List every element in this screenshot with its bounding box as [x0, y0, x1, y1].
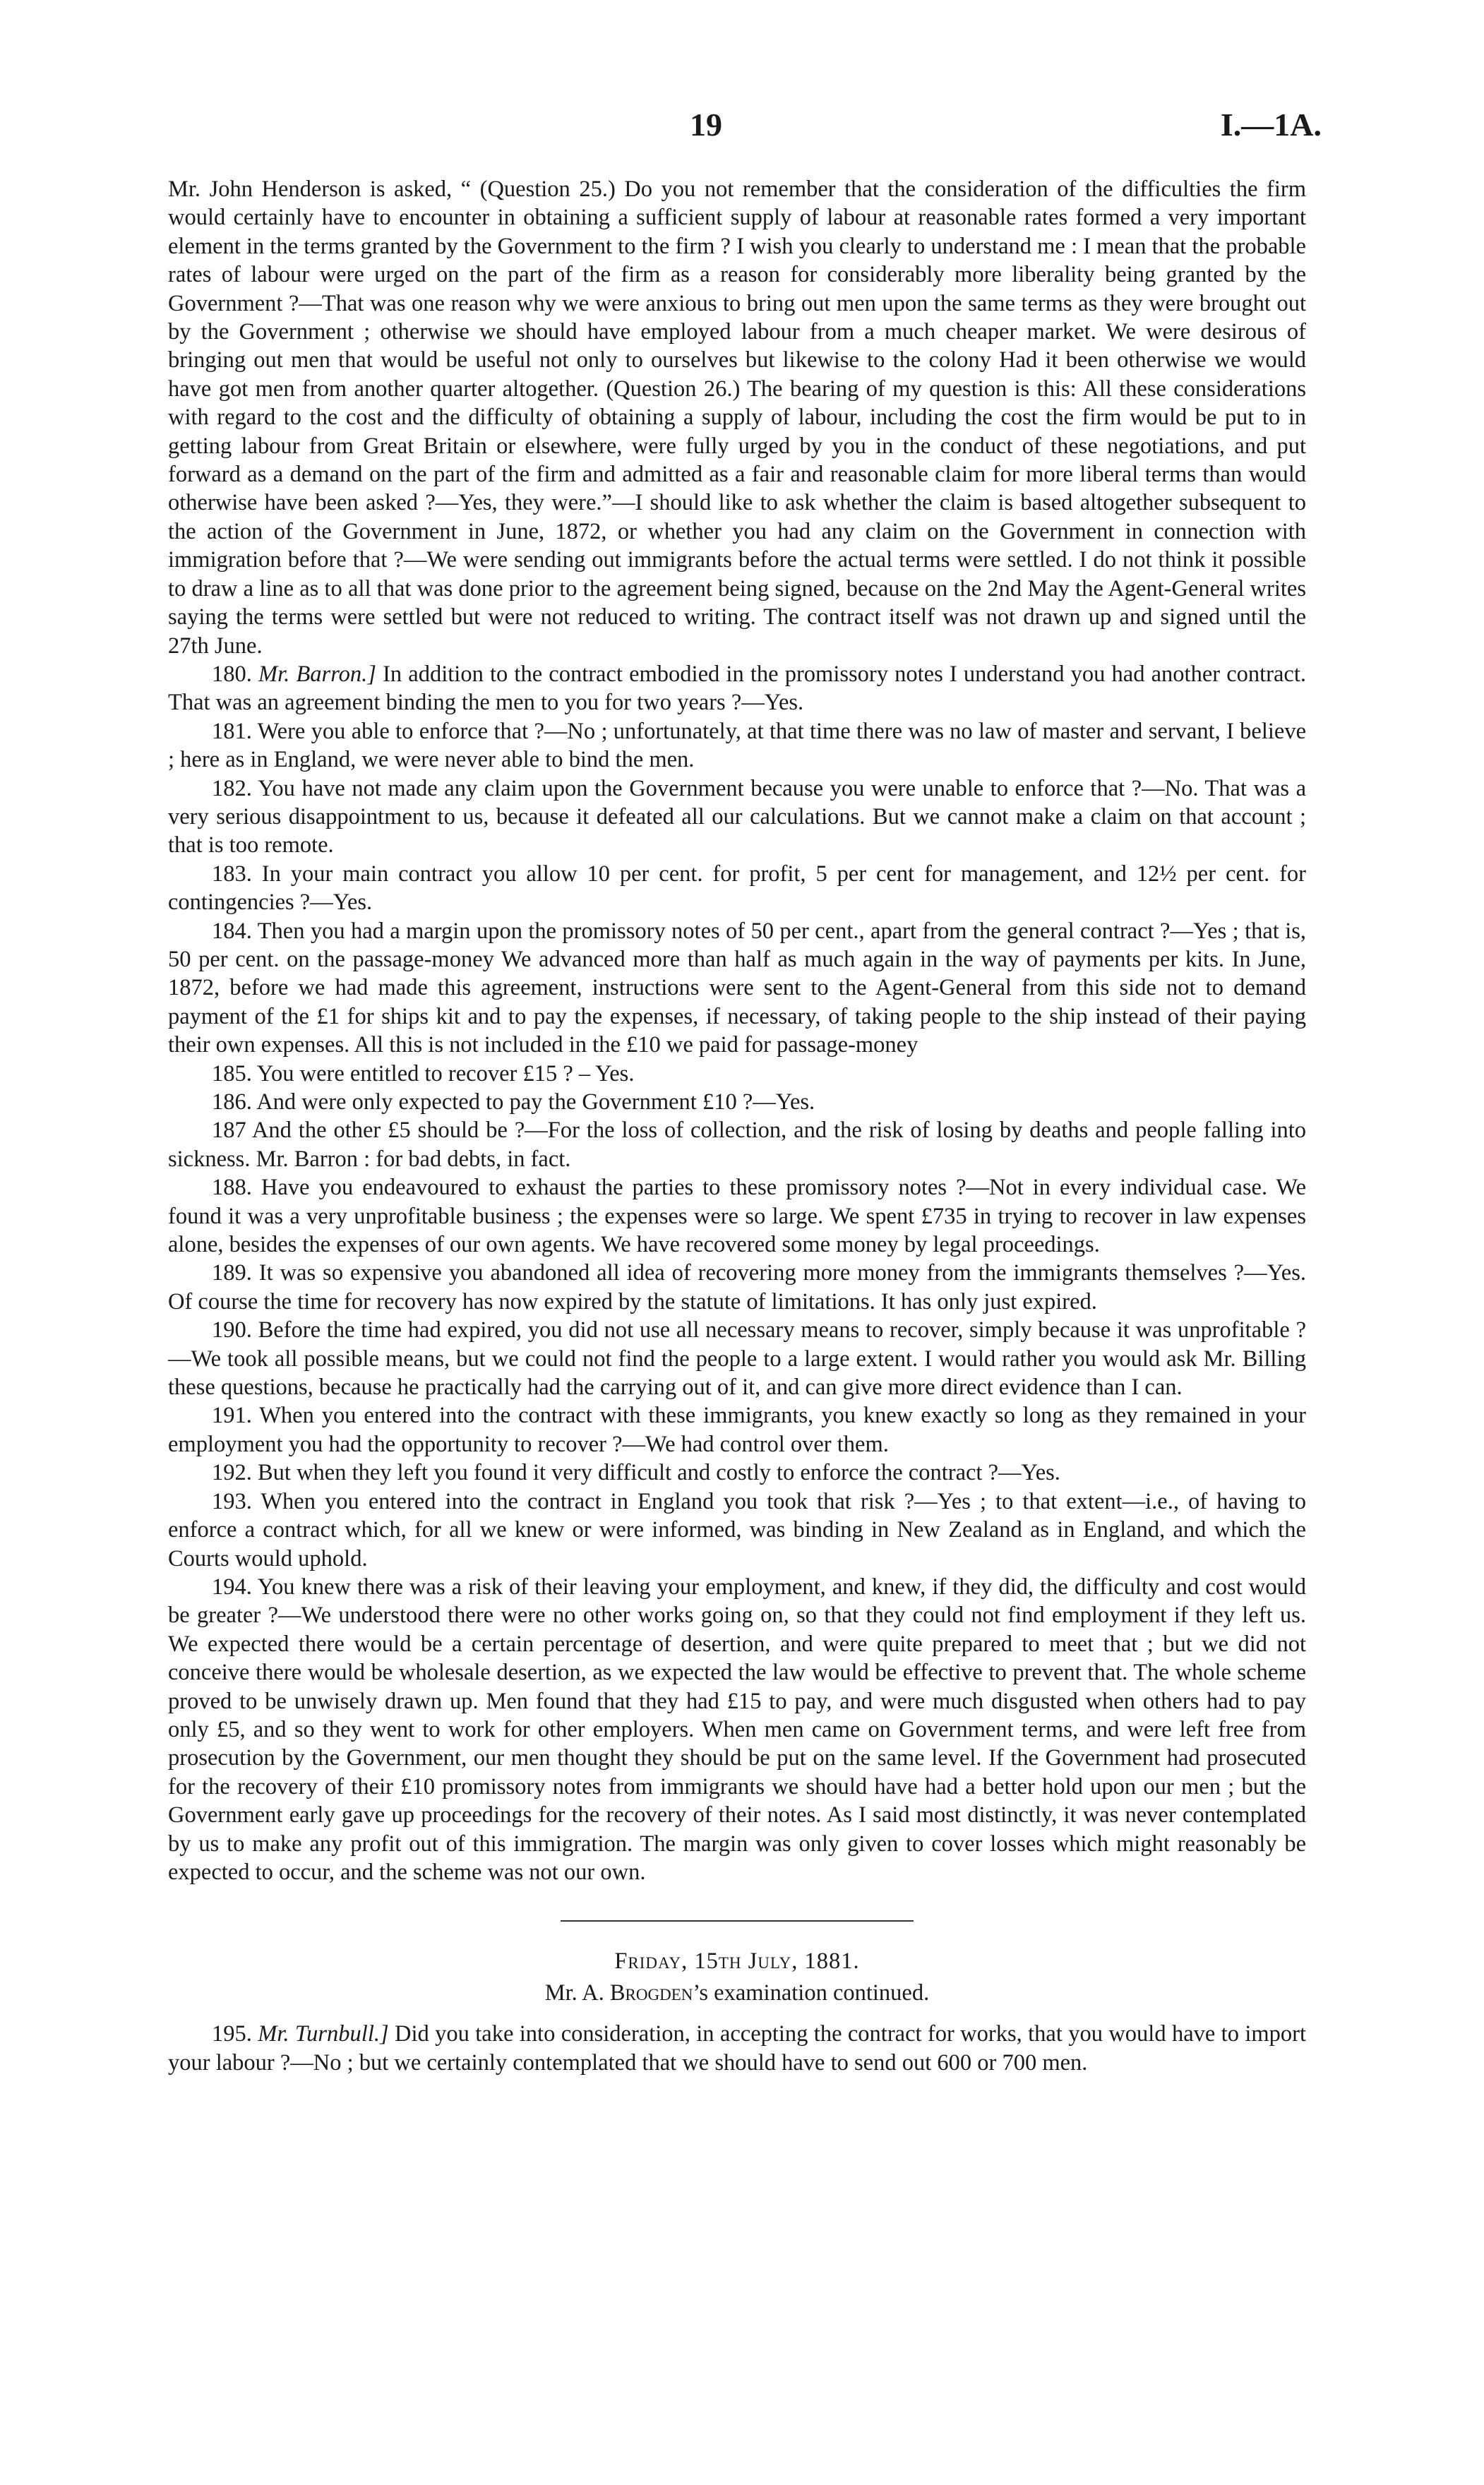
question-text: In your main contract you allow 10 per cent. for profit, 5 per cent for management, and 12½ per cent. for contingencies ?—Yes.: [168, 861, 1306, 916]
question-number: 183.: [212, 861, 252, 887]
question-181: [168, 717, 1306, 774]
question-number: 191.: [212, 1403, 252, 1429]
question-text: Did you take into consideration, in accepting the contract for works, that you would have to import your labour ?—No ; but we certainly contemplated that we should have to send out 600 or 700 men.: [168, 2021, 1306, 2076]
question-text: You knew there was a risk of their leaving your employment, and knew, if they did, the difficulty and cost would be greater ?—We understood there were no other works going on, so that they could not find employment if they left us. We expected there would be a certain percentage of desertion, and were quite prepared to meet that ; but we did not conceive there would be wholesale desertion, as we expected the law would be effective to prevent that. The whole scheme proved to be unwisely drawn up. Men found that they had £15 to pay, and were much disgusted when others had to pay only £5, and so they went to work for other employers. When men came on Government terms, and were left free from prosecution by the Government, our men thought they should be put on the same level. If the Government had prosecuted for the recovery of their £10 promissory notes from immigrants we should have had a better hold upon our men ; but the Government early gave up proceedings for the recovery of their notes. As I said most distinctly, it was never contemplated by us to make any profit out of this immigration. The margin was only given to cover losses which might reasonably be expected to occur, and the scheme was not our own.: [168, 1574, 1306, 1885]
exam-prefix: Mr. A.: [544, 1980, 610, 2006]
question-191: [168, 1401, 1306, 1459]
question-190: [168, 1316, 1306, 1401]
question-text: You were entitled to recover £15 ? – Yes.: [251, 1060, 635, 1086]
witness-name: Brogden: [609, 1980, 693, 2006]
speaker-name: Mr. Turnbull.]: [258, 2021, 389, 2047]
session-date: Friday, 15th July, 1881.: [614, 1948, 860, 1975]
question-text: Have you endeavoured to exhaust the parties to these promissory notes ?—Not in every individual case. We found it was a very unprofitable business ; the expenses were so large. We spent £735 in trying to recover in law expenses alone, besides the expenses of our own agents. We have recovered some money by legal proceedings.: [168, 1175, 1306, 1258]
question-187: [168, 1116, 1306, 1173]
question-180: [168, 660, 1306, 717]
question-number: 194.: [212, 1574, 252, 1600]
question-text: And the other £5 should be ?—For the loss of collection, and the risk of losing by deaths and people falling into sickness. Mr. Barron : for bad debts, in fact.: [168, 1118, 1306, 1172]
section-divider: [561, 1920, 914, 1922]
question-192: [168, 1459, 1306, 1487]
question-number: 185.: [212, 1060, 252, 1086]
question-185: [168, 1060, 1306, 1088]
speaker-name: Mr. Barron.]: [258, 661, 376, 687]
question-text: But when they left you found it very difficult and costly to enforce the contract ?—Yes.: [251, 1460, 1060, 1486]
question-195: [168, 2020, 1306, 2077]
page-number: 19: [690, 107, 722, 143]
question-number: 190.: [212, 1317, 252, 1343]
question-186: [168, 1088, 1306, 1116]
question-text: Were you able to enforce that ?—No ; unfortunately, at that time there was no law of master and servant, I believe ; here as in England, we were never able to bind the men.: [168, 718, 1306, 773]
question-text: And were only expected to pay the Government £10 ?—Yes.: [251, 1089, 815, 1115]
question-number: 182.: [212, 775, 252, 801]
question-number: 181.: [212, 718, 252, 744]
question-text: You have not made any claim upon the Government because you were unable to enforce that ?—No. That was a very serious disappointment to us, because it defeated all our calculations. But we cannot make a claim on that account ; that is too remote.: [168, 775, 1306, 858]
question-182: [168, 774, 1306, 860]
question-194: [168, 1573, 1306, 1886]
question-text: When you entered into the contract with these immigrants, you knew exactly so long as they remained in your employment you had the opportunity to recover ?—We had control over them.: [168, 1403, 1306, 1457]
question-193: [168, 1487, 1306, 1573]
question-number: 192.: [212, 1460, 252, 1486]
question-text: It was so expensive you abandoned all idea of recovering more money from the immigrants themselves ?—Yes. Of course the time for recovery has now expired by the statute of limitations. It has only just expired.: [168, 1260, 1306, 1315]
page-header: [0, 106, 1484, 148]
question-number: 189.: [212, 1260, 252, 1286]
question-number: 187: [212, 1118, 246, 1144]
question-text: Then you had a margin upon the promissory notes of 50 per cent., apart from the general contract ?—Yes ; that is, 50 per cent. on the passage-money We advanced more than half as much again in the way of payments per kits. In June, 1872, before we had made this agreement, instructions were sent to the Agent-General from this side not to demand payment of the £1 for ships kit and to pay the expenses, if necessary, of taking people to the ship instead of their paying their own expenses. All this is not included in the £10 we paid for passage-money: [168, 918, 1306, 1058]
question-183: [168, 860, 1306, 917]
question-text: When you entered into the contract in England you took that risk ?—Yes ; to that extent—i.e., of having to enforce a contract which, for all we knew or were informed, was binding in New Zealand as in England, and which the Courts would uphold.: [168, 1488, 1306, 1571]
question-number: 180.: [212, 661, 252, 687]
report-code: I.—1A.: [1220, 107, 1322, 143]
question-number: 188.: [212, 1175, 252, 1201]
examination-heading: [168, 1979, 1306, 2007]
body-text: [168, 175, 1306, 2077]
question-189: [168, 1259, 1306, 1316]
question-188: [168, 1173, 1306, 1259]
question-text: Before the time had expired, you did not use all necessary means to recover, simply because it was unprofitable ?—We took all possible means, but we could not find the people to a large extent. I would rather you would ask Mr. Billing these questions, because he practically had the carrying out of it, and can give more direct evidence than I can.: [168, 1317, 1306, 1401]
question-text: In addition to the contract embodied in the promissory notes I understand you had another contract. That was an agreement binding the men to you for two years ?—Yes.: [168, 661, 1307, 716]
question-number: 193.: [212, 1488, 252, 1514]
question-number: 184.: [212, 918, 252, 944]
exam-suffix: ’s examination continued.: [693, 1980, 930, 2006]
intro-paragraph: Mr. John Henderson is asked, “ (Question 25.) Do you not remember that the consideration of the difficulties the firm would certainly have to encounter in obtaining a sufficient supply of labour at reasonable rates formed a very important element in the terms granted by the Government to the firm ? I wish you clearly to understand me : I mean that the probable rates of labour were urged on the part of the firm as a reason for considerably more liberality being granted by the Government ?—That was one reason why we were anxious to bring out men upon the same terms as they were brought out by the Government ; otherwise we should have employed labour from a much cheaper market. We were desirous of bringing out men that would be useful not only to ourselves but likewise to the colony Had it been otherwise we would have got men from another quarter altogether. (Question 26.) The bearing of my question is this: All these considerations with regard to the cost and the difficulty of obtaining a supply of labour, including the cost the firm would be put to in getting labour from Great Britain or elsewhere, were fully urged by you in the conduct of these negotiations, and put forward as a demand on the part of the firm and admitted as a fair and reasonable claim for more liberal terms than would otherwise have been asked ?—Yes, they were.”—I should like to ask whether the claim is based altogether subsequent to the action of the Government in June, 1872, or whether you had any claim on the Government in connection with immigration before that ?—We were sending out immigrants before the actual terms were settled. I do not think it possible to draw a line as to all that was done prior to the agreement being signed, because on the 2nd May the Agent-General writes saying the terms were settled but were not reduced to writing. The contract itself was not drawn up and signed until the 27th June.: [168, 176, 1306, 659]
question-number: 186.: [212, 1089, 252, 1115]
question-number: 195.: [212, 2021, 252, 2047]
question-184: [168, 917, 1306, 1060]
